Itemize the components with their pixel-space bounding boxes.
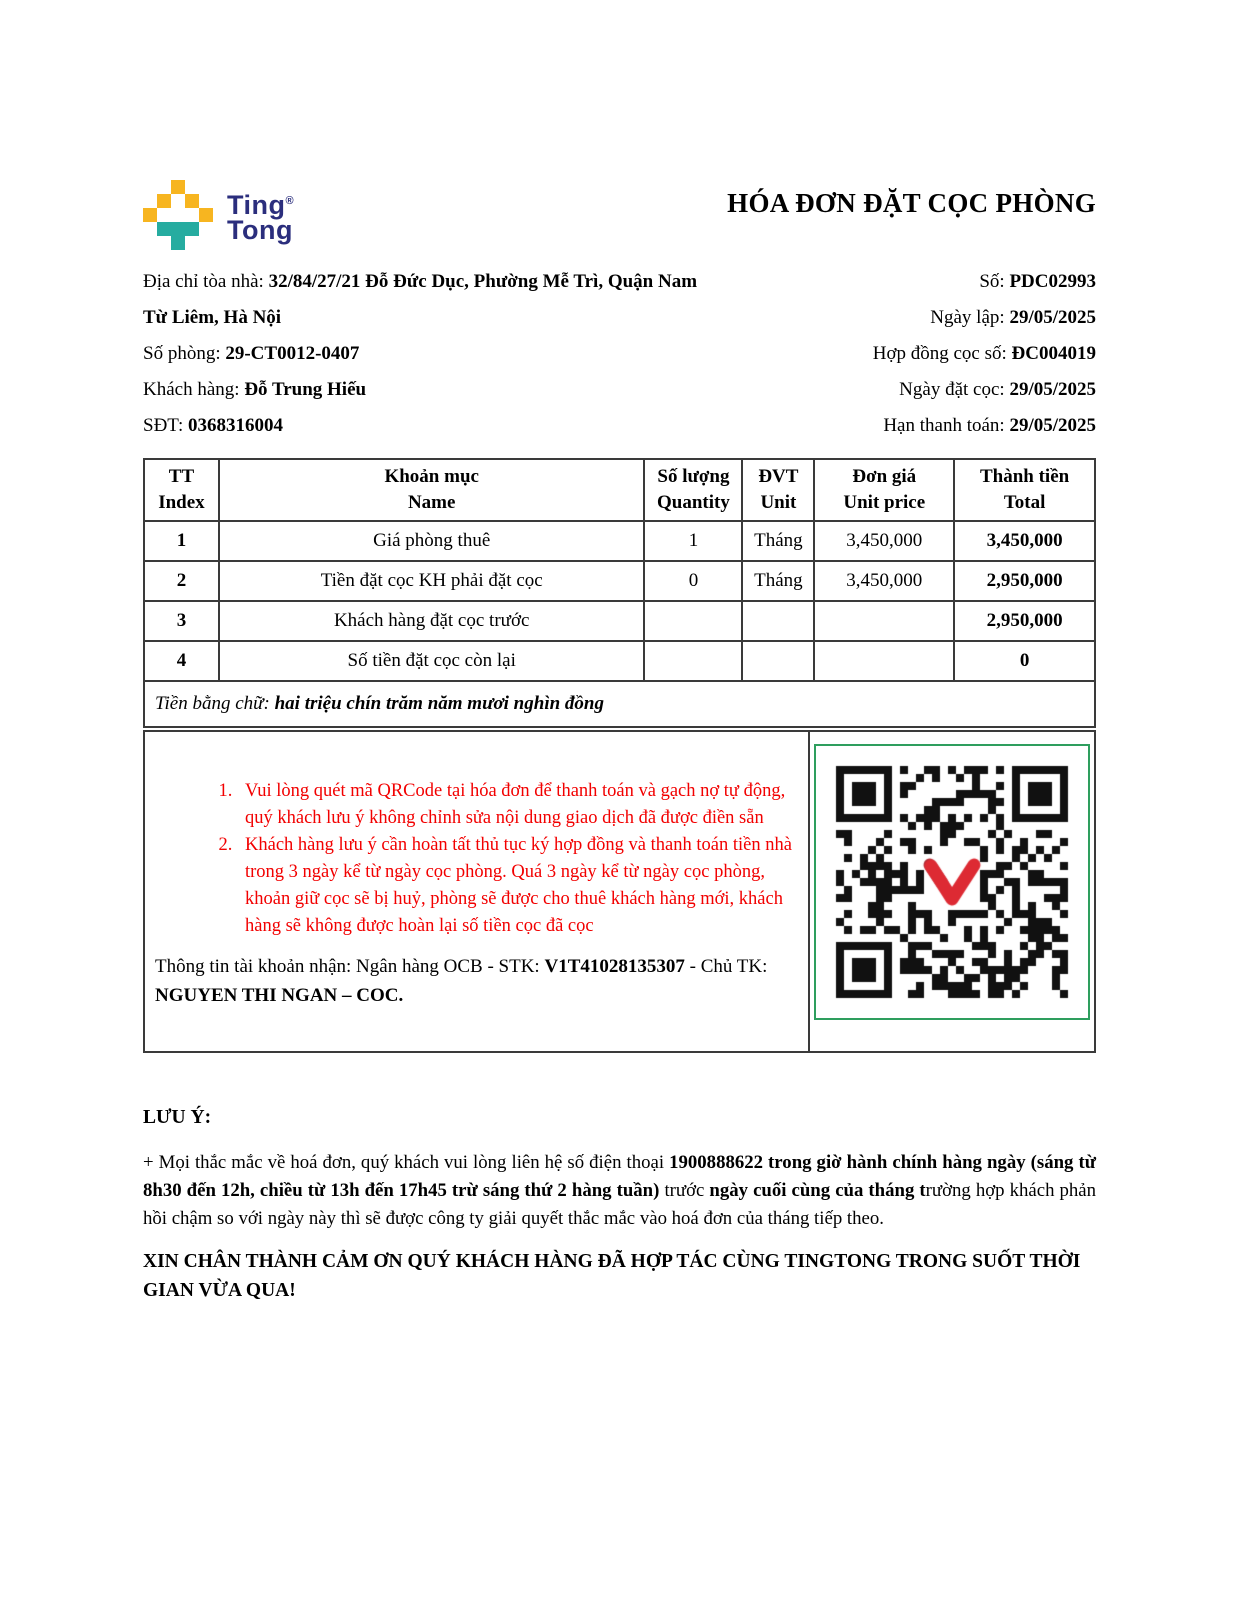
row-name: Tiền đặt cọc KH phải đặt cọc (219, 561, 645, 601)
room-number-value: 29-CT0012-0407 (225, 343, 360, 364)
invoice-title: HÓA ĐƠN ĐẶT CỌC PHÒNG (727, 188, 1096, 218)
note-item: 2. Khách hàng lưu ý cần hoàn tất thủ tục ký hợp đồng và thanh toán tiền nhà trong 3 ngày kể từ ngày cọc phòng. Quá 3 ngày kể từ ngày cọc phòng, khoản giữ cọc sẽ bị huỷ, phòng sẽ được cho thuê khách hàng mới, khách hàng sẽ không được hoàn lại số tiền cọc đã cọc (237, 832, 798, 940)
row-name: Khách hàng đặt cọc trước (219, 601, 645, 641)
footer (143, 1107, 1096, 1305)
header (143, 180, 1096, 250)
payment-due-date: Hạn thanh toán: 29/05/2025 (883, 415, 1096, 436)
deposit-contract-number: Hợp đồng cọc số: ĐC004019 (872, 343, 1096, 364)
deposit-date: Ngày đặt cọc: 29/05/2025 (899, 379, 1096, 400)
row-unit (742, 601, 814, 641)
customer-phone-value: 0368316004 (187, 415, 283, 436)
col-index: TT Index (144, 459, 219, 521)
registered-mark: ® (285, 195, 295, 207)
qr-frame (814, 744, 1090, 1020)
row-quantity (644, 641, 742, 681)
notice-title: LƯU Ý: (143, 1107, 212, 1128)
tingtong-logo-icon (143, 180, 213, 250)
bank-info-label: Thông tin tài khoản nhận: Ngân hàng OCB - STK: (155, 956, 545, 977)
qr-code (832, 762, 1072, 1002)
row-index: 2 (144, 561, 219, 601)
thanks-message: XIN CHÂN THÀNH CẢM ƠN QUÝ KHÁCH HÀNG ĐÃ HỢP TÁC CÙNG TINGTONG TRONG SUỐT THỜI GIAN VỪA QUA! (143, 1251, 1081, 1301)
row-unit-price (814, 641, 954, 681)
payment-notes (145, 732, 810, 1051)
row-unit-price: 3,450,000 (814, 521, 954, 561)
building-address-value: 32/84/27/21 Đỗ Đức Dục, Phường Mễ Trì, Quận Nam Từ Liêm, Hà Nội (143, 271, 698, 328)
invoice-items-table (143, 458, 1096, 728)
bank-holder-label: - Chủ TK: (684, 956, 768, 977)
amount-in-words-label: Tiền bằng chữ: (155, 693, 275, 714)
row-unit-price (814, 601, 954, 641)
hotline-number: 1900888622 trong giờ hành chính hàng ngày (sáng từ 8h30 đến 12h, chiều từ 13h đến 17h45 trừ sáng thứ 2 hàng tuần) (143, 1152, 1096, 1201)
row-unit: Tháng (742, 561, 814, 601)
bank-account-number: V1T41028135307 (544, 956, 685, 977)
building-address-label: Địa chỉ tòa nhà: (143, 271, 269, 292)
row-index: 4 (144, 641, 219, 681)
table-row (144, 561, 1095, 601)
row-total: 2,950,000 (954, 601, 1095, 641)
customer-name-label: Khách hàng: (143, 379, 245, 400)
customer-phone-label: SĐT: (143, 415, 188, 436)
issue-date: Ngày lập: 29/05/2025 (930, 307, 1096, 328)
customer-name-value: Đỗ Trung Hiếu (244, 379, 367, 400)
qr-panel (810, 732, 1094, 1051)
row-total: 3,450,000 (954, 521, 1095, 561)
payment-notes-list (153, 778, 798, 940)
row-total: 0 (954, 641, 1095, 681)
brand-line2: Tong (227, 215, 293, 245)
row-quantity (644, 601, 742, 641)
invoice-info (143, 264, 1096, 444)
table-row (144, 641, 1095, 681)
col-total: Thành tiền Total (954, 459, 1095, 521)
room-number-label: Số phòng: (143, 343, 226, 364)
col-unit-price: Đơn giá Unit price (814, 459, 954, 521)
customer-phone (143, 408, 703, 444)
info-left-column (143, 264, 703, 444)
bank-account-holder: NGUYEN THI NGAN – COC. (155, 985, 404, 1006)
col-name: Khoản mục Name (219, 459, 645, 521)
row-name: Giá phòng thuê (219, 521, 645, 561)
row-index: 3 (144, 601, 219, 641)
invoice-number: Số: PDC02993 (979, 271, 1096, 292)
row-unit: Tháng (742, 521, 814, 561)
tingtong-logo (143, 180, 294, 250)
table-row (144, 521, 1095, 561)
payment-notes-box (143, 730, 1096, 1053)
brand-wordmark (227, 189, 294, 243)
note-item: 1. Vui lòng quét mã QRCode tại hóa đơn để thanh toán và gạch nợ tự động, quý khách lưu ý không chỉnh sửa nội dung giao dịch đã được điền sẵn (237, 778, 798, 832)
info-right-column (703, 264, 1096, 444)
row-quantity: 0 (644, 561, 742, 601)
row-unit-price: 3,450,000 (814, 561, 954, 601)
row-index: 1 (144, 521, 219, 561)
col-quantity: Số lượng Quantity (644, 459, 742, 521)
amount-in-words (144, 681, 1095, 727)
row-total: 2,950,000 (954, 561, 1095, 601)
col-unit: ĐVT Unit (742, 459, 814, 521)
table-header-row (144, 459, 1095, 521)
row-quantity: 1 (644, 521, 742, 561)
brand-line1: Ting (227, 190, 286, 220)
bank-account-info (153, 952, 798, 1010)
room-number (143, 336, 703, 372)
amount-in-words-row (144, 681, 1095, 727)
table-row (144, 601, 1095, 641)
row-unit (742, 641, 814, 681)
row-name: Số tiền đặt cọc còn lại (219, 641, 645, 681)
notice-paragraph: + Mọi thắc mắc về hoá đơn, quý khách vui lòng liên hệ số điện thoại 1900888622 trong giờ hành chính hàng ngày (sáng từ 8h30 đến 12h, chiều từ 13h đến 17h45 trừ sáng thứ 2 hàng tuần) trước ngày cuối cùng của tháng trường hợp khách phản hồi chậm so với ngày này thì sẽ được công ty giải quyết thắc mắc vào hoá đơn của tháng tiếp theo. (143, 1152, 1097, 1229)
customer-name (143, 372, 703, 408)
building-address (143, 264, 703, 336)
amount-in-words-value: hai triệu chín trăm năm mươi nghìn đồng (274, 693, 604, 714)
